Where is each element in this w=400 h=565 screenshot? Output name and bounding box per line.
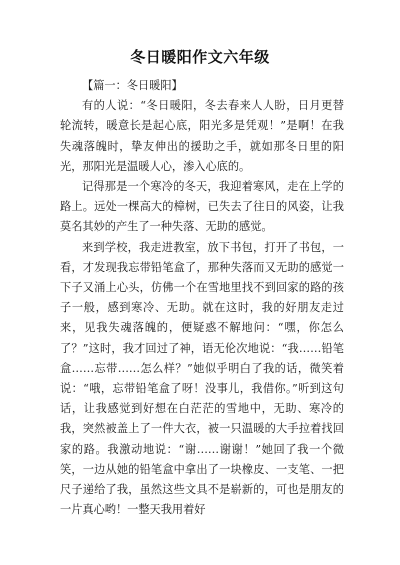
paragraph-3: 来到学校，我走进教室，放下书包，打开了书包，一看，才发现我忘带铅笔盒了，那种失落而又无助的感觉一下子又涌上心头，仿佛一个在雪地里找不到回家的路的孩子一般，感到寒冷、无助。就在这时，我的好朋友走过来，见我失魂落魄的，便疑惑不解地问：“嘿，你怎么了？”这时，我才回过了神，语无伦次地说：“我……铅笔盒……忘带……怎么样？”她似乎明白了我的话，微笑着说：“哦，忘带铅笔盒了呀！没事儿，我借你。”听到这句话，让我感觉到好想在白茫茫的雪地中，无助、寒冷的我，突然被盖上了一件大衣，被一只温暖的大手拉着找回家的路。我激动地说：“谢……谢谢！”她回了我一个微笑，一边从她的铅笔盒中拿出了一块橡皮、一支笔、一把尺子递给了我，虽然这些文具不是崭新的，可也是朋友的一片真心哟！一整天我用着好 <box>60 240 344 517</box>
article-body <box>60 76 344 520</box>
paragraph-2: 记得那是一个寒冷的冬天，我迎着寒风，走在上学的路上。远处一棵高大的樟树，已失去了往日的风姿，让我莫名其妙的产生了一种失落、无助的感觉。 <box>60 180 344 234</box>
page-title: 冬日暖阳作文六年级 <box>130 48 270 66</box>
paragraph-1: 有的人说：“冬日暖阳，冬去春来人人盼，日月更替轮流转，暖意长是起心底，阳光多是凭观！”是啊！在我失魂落魄时，挚友伸出的援助之手，就如那冬日里的阳光，那阳光是温暖人心，渗入心底的。 <box>60 99 344 173</box>
section-heading: 【篇一：冬日暖阳】 <box>82 79 183 92</box>
